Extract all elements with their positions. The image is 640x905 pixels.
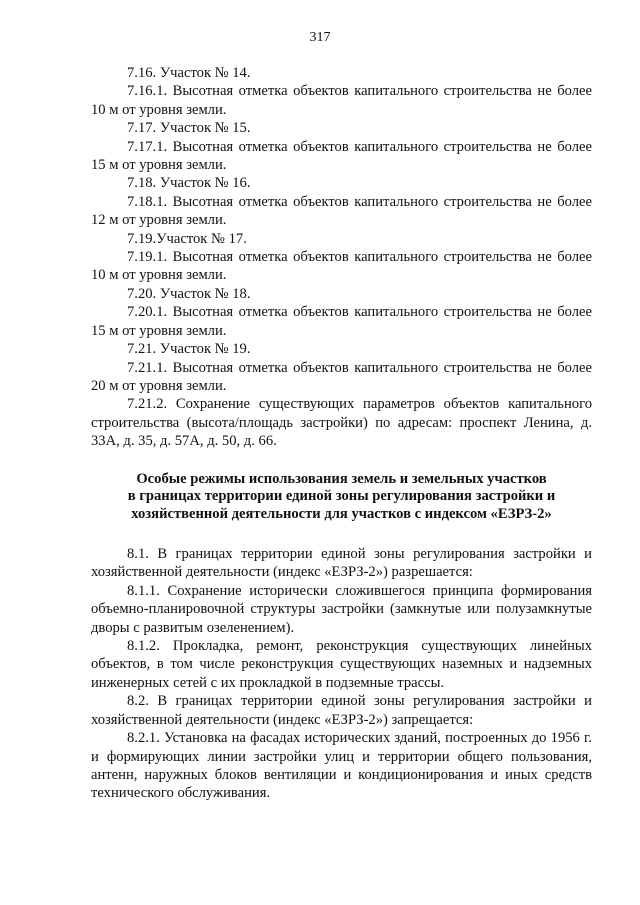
paragraph-7-20-1: 7.20.1. Высотная отметка объектов капитального строительства не более 15 м от уровня земли. [91, 304, 592, 339]
paragraph-7-20: 7.20. Участок № 18. [127, 285, 251, 302]
paragraph-8-2: 8.2. В границах территории единой зоны регулирования застройки и хозяйственной деятельности (индекс «ЕЗРЗ-2») запрещается: [91, 693, 592, 728]
section-heading [91, 471, 592, 524]
paragraph-7-16: 7.16. Участок № 14. [127, 65, 251, 81]
paragraph-8-1-1: 8.1.1. Сохранение исторически сложившегося принципа формирования объемно-планировочной структуры застройки (замкнутые или полузамкнутые дворы с развитым озеленением). [91, 582, 592, 636]
paragraph-8-2-1: 8.2.1. Установка на фасадах исторических зданий, построенных до 1956 г. и формирующих линии застройки улиц и территории общего пользования, антенн, наружных блоков вентиляции и кондиционирования и иных средств технического обслуживания. [91, 730, 592, 802]
paragraph-7-18: 7.18. Участок № 16. [127, 175, 251, 192]
paragraph-7-17-1: 7.17.1. Высотная отметка объектов капитального строительства не более 15 м от уровня земли. [91, 138, 592, 174]
heading-line: Особые режимы использования земель и земельных участков [136, 470, 547, 487]
document-body [91, 64, 592, 803]
paragraph-7-19-1: 7.19.1. Высотная отметка объектов капитального строительства не более 10 м от уровня земли. [91, 249, 592, 284]
paragraph-7-19: 7.19.Участок № 17. [127, 230, 247, 247]
paragraph-7-21-2: 7.21.2. Сохранение существующих параметров объектов капитального строительства (высота/площадь застройки) по адресам: проспект Ленина, д. 33А, д. 35, д. 57А, д. 50, д. 66. [91, 396, 592, 450]
paragraph-7-21-1: 7.21.1. Высотная отметка объектов капитального строительства не более 20 м от уровня земли. [91, 359, 592, 394]
paragraph-8-1: 8.1. В границах территории единой зоны регулирования застройки и хозяйственной деятельности (индекс «ЕЗРЗ-2») разрешается: [91, 546, 592, 581]
paragraph-7-16-1: 7.16.1. Высотная отметка объектов капитального строительства не более 10 м от уровня земли. [91, 83, 592, 118]
page-number: 317 [309, 30, 331, 45]
heading-line: в границах территории единой зоны регулирования застройки и [127, 488, 556, 505]
paragraph-7-18-1: 7.18.1. Высотная отметка объектов капитального строительства не более 12 м от уровня земли. [91, 193, 592, 229]
paragraph-8-1-2: 8.1.2. Прокладка, ремонт, реконструкция существующих линейных объектов, в том числе реконструкция существующих наземных и надземных инженерных сетей с их прокладкой в подземные трассы. [91, 638, 592, 691]
paragraph-7-21: 7.21. Участок № 19. [127, 341, 251, 358]
paragraph-7-17: 7.17. Участок № 15. [127, 120, 251, 137]
heading-line: хозяйственной деятельности для участков с индексом «ЕЗРЗ-2» [131, 505, 552, 522]
